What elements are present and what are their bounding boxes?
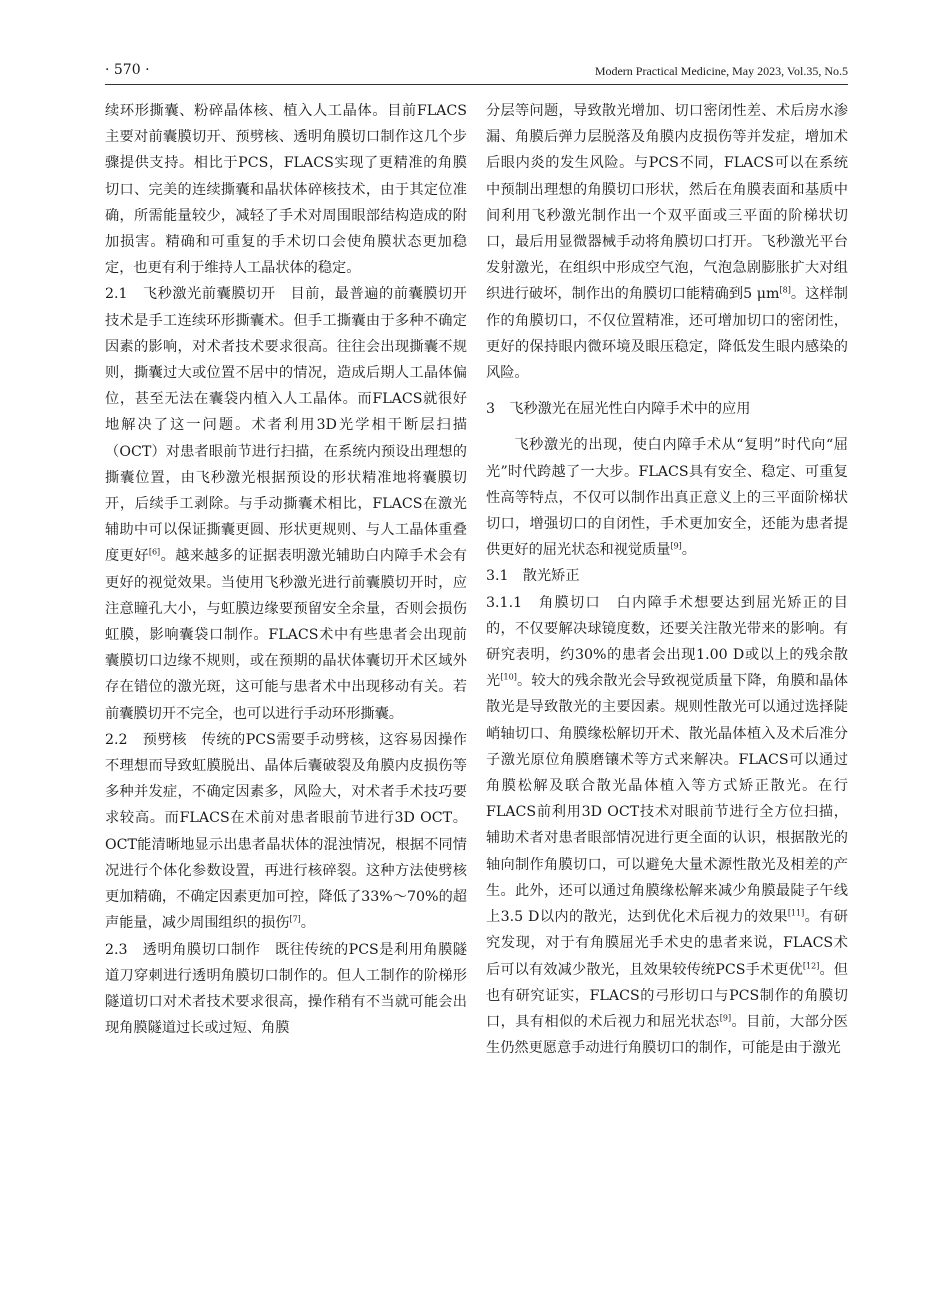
paragraph: 飞秒激光的出现，使白内障手术从“复明”时代向“屈光”时代跨越了一大步。FLACS具有安全、稳定、可重复性高等特点，不仅可以制作出真正意义上的三平面阶梯状切口，增强切口的自闭性，手术更加安全，还能为患者提供更好的屈光状态和视觉质量[9]。	[486, 437, 848, 559]
left-column	[105, 98, 467, 1041]
citation: [8]	[779, 285, 791, 295]
section-heading: 3.1.1 角膜切口	[486, 594, 602, 611]
header-rule	[105, 84, 848, 85]
right-column	[486, 98, 848, 1061]
citation: [11]	[787, 908, 805, 918]
section-3-1-heading: 3.1 散光矫正	[486, 568, 580, 585]
section-2-1: 2.1 飞秒激光前囊膜切开 目前，最普遍的前囊膜切开技术是手工连续环形撕囊术。但手工撕囊由于多种不确定因素的影响，对术者技术要求很高。往往会出现撕囊不规则，撕囊过大或位置不居中的情况，造成后期人工晶体偏位，甚至无法在囊袋内植入人工晶体。而FLACS就很好地解决了这一问题。术者利用3D光学相干断层扫描（OCT）对患者眼前节进行扫描，在系统内预设出理想的撕囊位置，由飞秒激光根据预设的形状精准地将囊膜切开，后续手工剥除。与手动撕囊术相比，FLACS在激光辅助中可以保证撕囊更圆、形状更规则、与人工晶体重叠度更好[6]。越来越多的证据表明激光辅助白内障手术会有更好的视觉效果。当使用飞秒激光进行前囊膜切开时，应注意瞳孔大小，与虹膜边缘要预留安全余量，否则会损伤虹膜，影响囊袋口制作。FLACS术中有些患者会出现前囊膜切口边缘不规则，或在预期的晶状体囊切开术区域外存在错位的激光斑，这可能与患者术中出现移动有关。若前囊膜切开不完全，也可以进行手动环形撕囊。	[105, 286, 467, 722]
citation: [12]	[802, 960, 820, 970]
citation: [6]	[148, 547, 161, 557]
paragraph: 续环形撕囊、粉碎晶体核、植入人工晶体。目前FLACS主要对前囊膜切开、预劈核、透明角膜切口制作这几个步骤提供支持。相比于PCS，FLACS实现了更精准的角膜切口、完美的连续撕囊和晶状体碎核技术，由于其定位准确，所需能量较少，减轻了手术对周围眼部结构造成的附加损害。精确和可重复的手术切口会使角膜状态更加稳定，也更有利于维持人工晶状体的稳定。	[105, 103, 467, 277]
section-heading: 2.3 透明角膜切口制作	[105, 941, 261, 958]
citation: [10]	[500, 672, 517, 682]
section-2-3: 2.3 透明角膜切口制作 既往传统的PCS是利用角膜隧道刀穿刺进行透明角膜切口制作的。但人工制作的阶梯形隧道切口对术者技术要求很高，操作稍有不当就可能会出现角膜隧道过长或过短、角膜	[105, 941, 467, 1037]
page-header	[105, 62, 848, 84]
paragraph: 分层等问题，导致散光增加、切口密闭性差、术后房水渗漏、角膜后弹力层脱落及角膜内皮损伤等并发症，增加术后眼内炎的发生风险。与PCS不同，FLACS可以在系统中预制出理想的角膜切口形状，然后在角膜表面和基质中间利用飞秒激光制作出一个双平面或三平面的阶梯状切口，最后用显微器械手动将角膜切口打开。飞秒激光平台发射激光，在组织中形成空气泡，气泡急剧膨胀扩大对组织进行破坏，制作出的角膜切口能精确到5 μm[8]。这样制作的角膜切口，不仅位置精准，还可增加切口的密闭性，更好的保持眼内微环境及眼压稳定，降低发生眼内感染的风险。	[486, 103, 848, 382]
section-3-heading: 3 飞秒激光在屈光性白内障手术中的应用	[486, 401, 751, 418]
section-2-2: 2.2 预劈核 传统的PCS需要手动劈核，这容易因操作不理想而导致虹膜脱出、晶体后囊破裂及角膜内皮损伤等多种并发症，不确定因素多，风险大，对术者手术技巧要求较高。而FLACS在术前对患者眼前节进行3D OCT。OCT能清晰地显示出患者晶状体的混浊情况，根据不同情况进行个体化参数设置，再进行核碎裂。这种方法使劈核更加精确，不确定因素更加可控，降低了33%～70%的超声能量，减少周围组织的损伤[7]。	[105, 731, 467, 932]
citation: [9]	[670, 541, 682, 551]
citation: [9]	[719, 1013, 732, 1023]
section-heading: 2.1 飞秒激光前囊膜切开	[105, 286, 276, 303]
section-heading: 2.2 预劈核	[105, 731, 187, 748]
journal-citation: Modern Practical Medicine, May 2023, Vol.35, No.5	[594, 64, 848, 78]
section-3-1-1: 3.1.1 角膜切口 白内障手术想要达到屈光矫正的目的，不仅要解决球镜度数，还要关注散光带来的影响。有研究表明，约30%的患者会出现1.00 D或以上的残余散光[10]。较大的残余散光会导致视觉质量下降，角膜和晶体散光是导致散光的主要因素。规则性散光可以通过选择陡峭轴切口、角膜缘松解切开术、散光晶体植入及术后准分子激光原位角膜磨镶术等方式来解决。FLACS可以通过角膜松解及联合散光晶体植入等方式矫正散光。在行FLACS前利用3D OCT技术对眼前节进行全方位扫描，辅助术者对患者眼部情况进行更全面的认识，根据散光的轴向制作角膜切口，可以避免大量术源性散光及相差的产生。此外，还可以通过角膜缘松解来减少角膜最陡子午线上3.5 D以内的散光，达到优化术后视力的效果[11]。有研究发现，对于有角膜屈光手术史的患者来说，FLACS术后可以有效减少散光，且效果较传统PCS手术更优[12]。但也有研究证实，FLACS的弓形切口与PCS制作的角膜切口，具有相似的术后视力和屈光状态[9]。目前，大部分医生仍然更愿意手动进行角膜切口的制作，可能是由于激光	[486, 594, 848, 1057]
page-number: · 570 ·	[105, 62, 150, 78]
citation: [7]	[289, 914, 301, 924]
